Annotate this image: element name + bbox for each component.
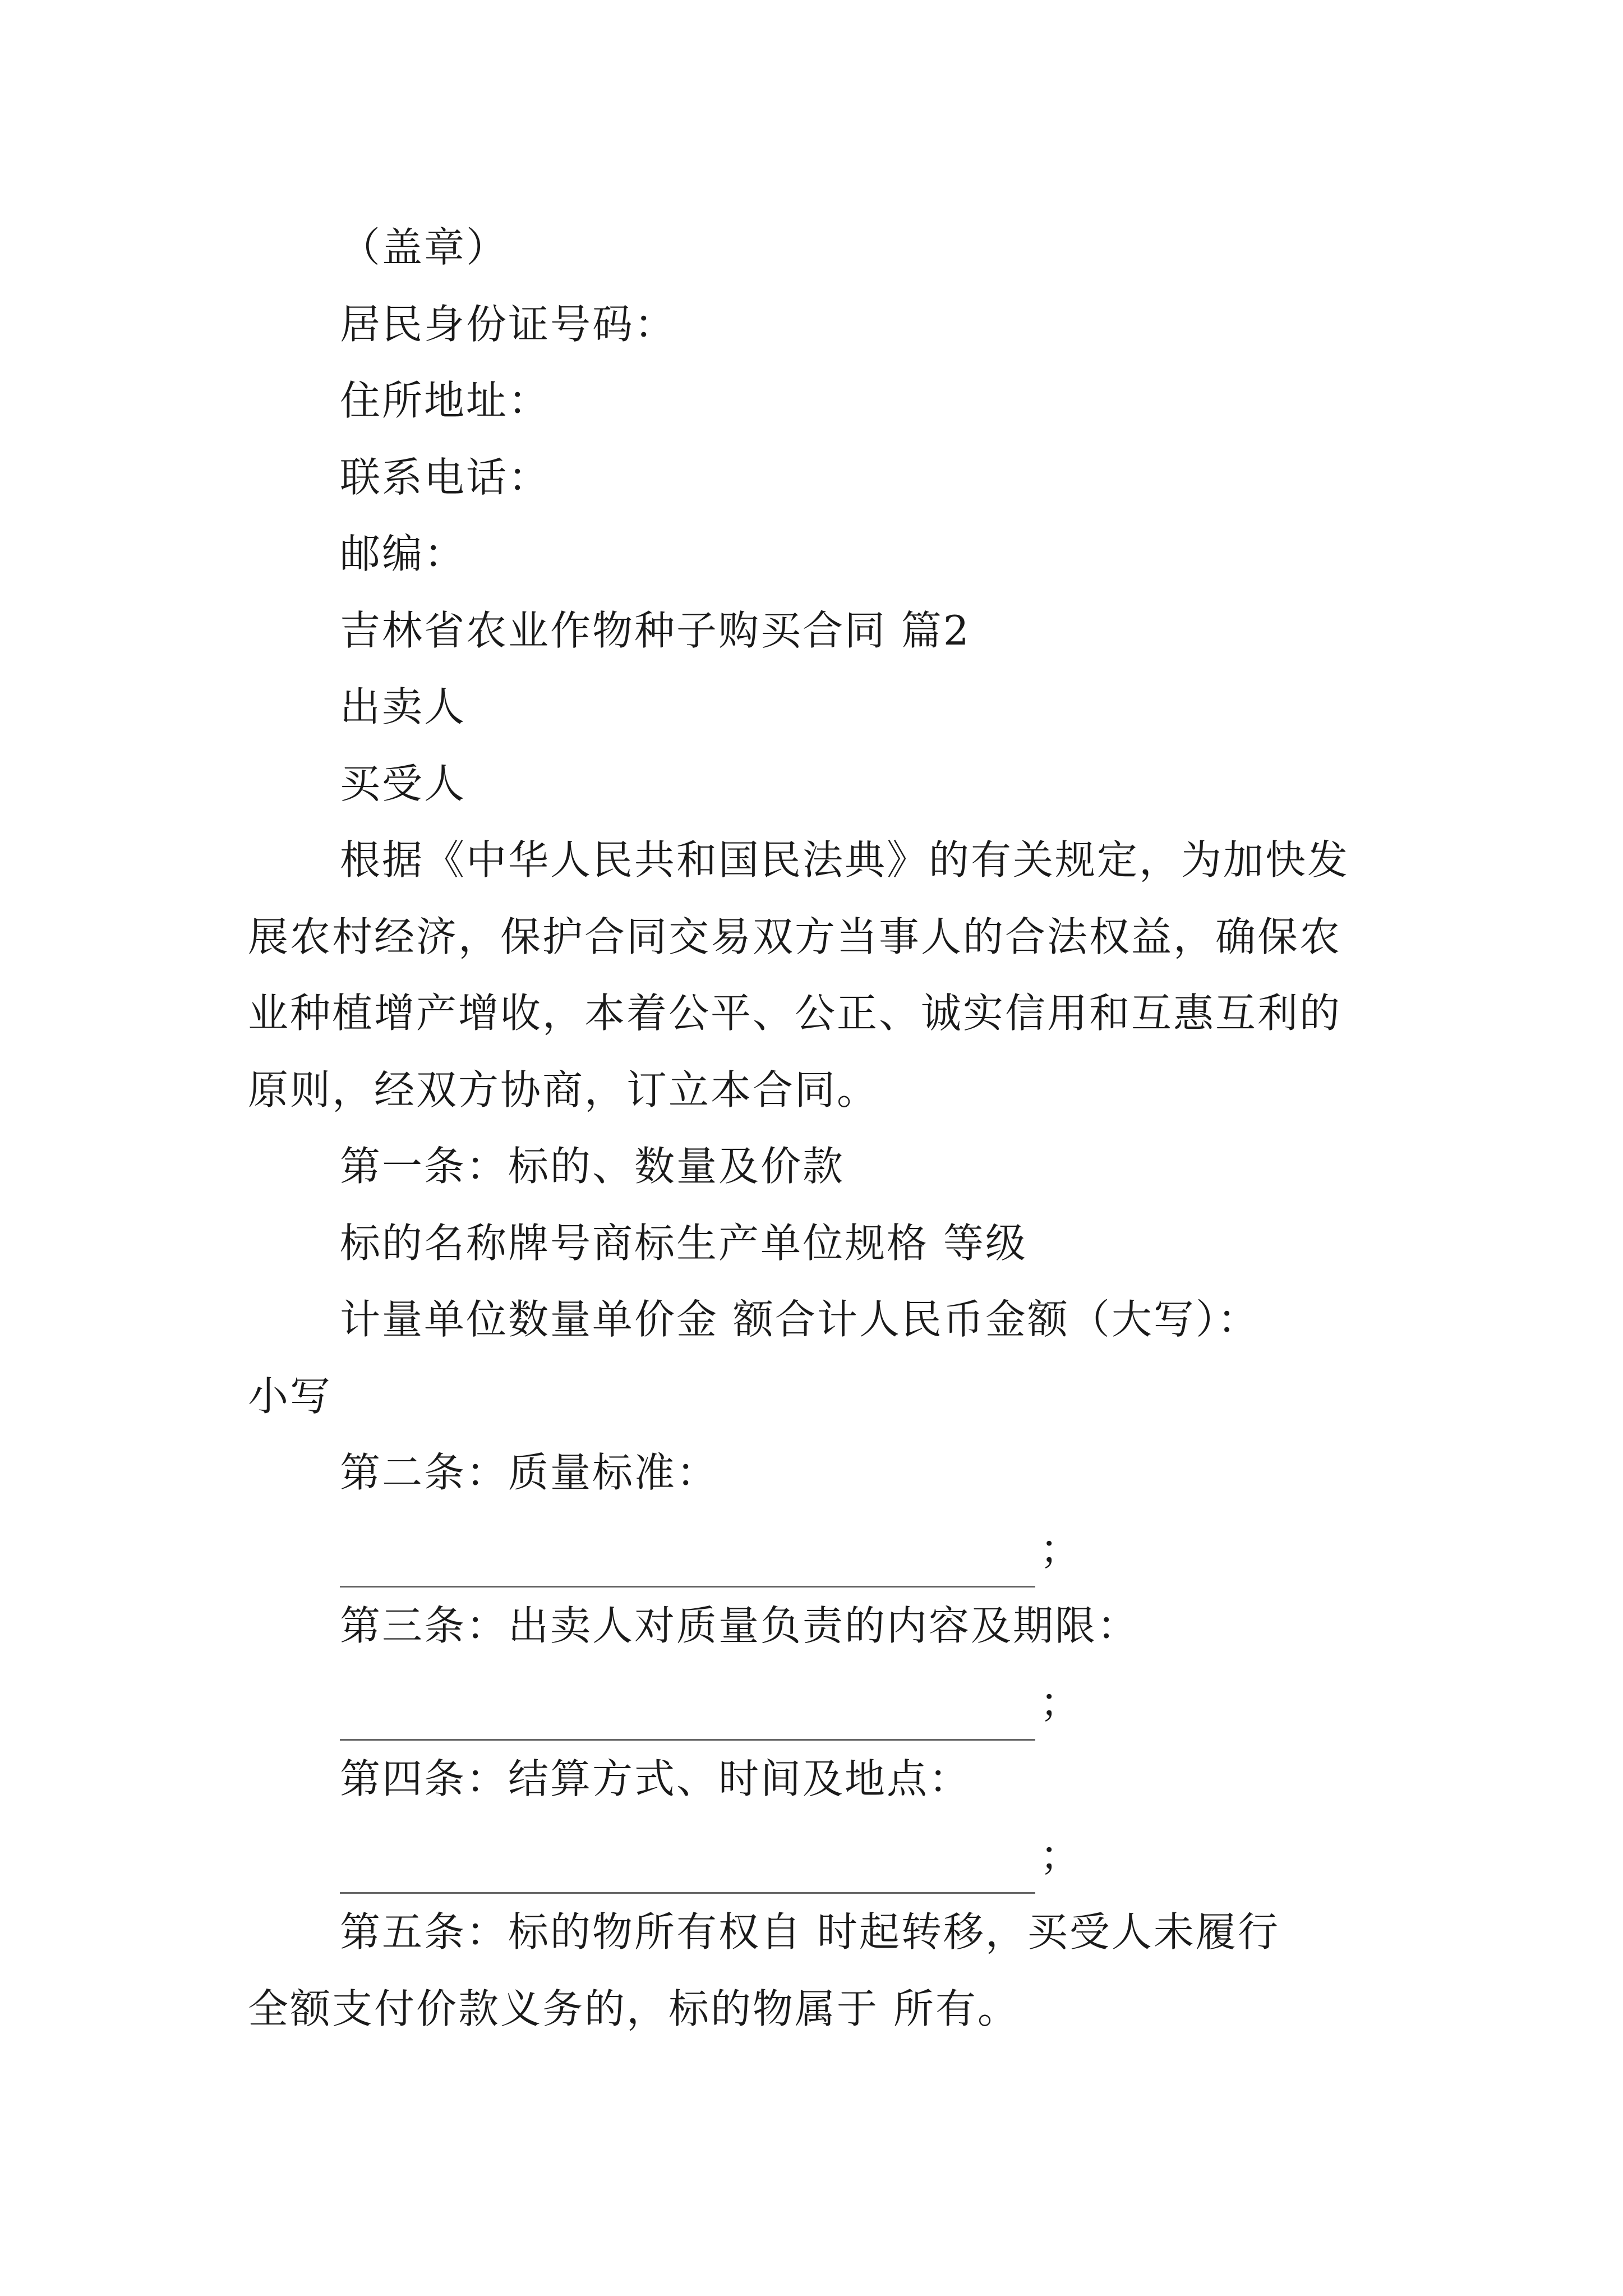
article-5-line-1: 第五条：标的物所有权自 时起转移，买受人未履行 bbox=[340, 1908, 1280, 1955]
line-end-punctuation: ； bbox=[1040, 1832, 1082, 1879]
line-end-punctuation: ； bbox=[1040, 1525, 1082, 1573]
fill-in-line bbox=[340, 1845, 1035, 1894]
article-1-heading: 第一条：标的、数量及价款 bbox=[340, 1143, 845, 1190]
article-5-line-2: 全额支付价款义务的，标的物属于 所有。 bbox=[248, 1985, 1020, 2032]
article-3-heading: 第三条：出卖人对质量负责的内容及期限： bbox=[340, 1602, 1140, 1649]
article-4-heading: 第四条：结算方式、时间及地点： bbox=[340, 1755, 971, 1802]
article-1-columns-2: 计量单位数量单价金 额合计人民币金额（大写）： bbox=[340, 1296, 1260, 1343]
postcode-field: 邮编： bbox=[340, 530, 467, 577]
preamble-line-3: 业种植增产增收，本着公平、公正、诚实信用和互惠互利的 bbox=[248, 990, 1342, 1037]
preamble-line-1: 根据《中华人民共和国民法典》的有关规定，为加快发 bbox=[340, 836, 1350, 884]
article-2-heading: 第二条：质量标准： bbox=[340, 1449, 719, 1496]
article-1-lowercase-label: 小写 bbox=[248, 1372, 333, 1420]
contract-title: 吉林省农业作物种子购买合同 篇2 bbox=[340, 606, 971, 654]
preamble-line-4: 原则，经双方协商，订立本合同。 bbox=[248, 1066, 879, 1114]
preamble-line-2: 展农村经济，保护合同交易双方当事人的合法权益，确保农 bbox=[248, 913, 1342, 960]
fill-in-line bbox=[340, 1692, 1035, 1741]
address-field: 住所地址： bbox=[340, 377, 551, 424]
contract-text bbox=[248, 209, 1375, 2047]
phone-field: 联系电话： bbox=[340, 453, 551, 501]
seller-label: 出卖人 bbox=[340, 683, 467, 730]
id-number-field: 居民身份证号码： bbox=[340, 300, 677, 348]
line-end-punctuation: ； bbox=[1040, 1678, 1082, 1726]
article-2-blank bbox=[248, 1511, 1375, 1588]
seal-line: （盖章） bbox=[340, 224, 509, 271]
article-1-columns-1: 标的名称牌号商标生产单位规格 等级 bbox=[340, 1219, 1027, 1267]
fill-in-line bbox=[340, 1539, 1035, 1588]
buyer-label: 买受人 bbox=[340, 760, 467, 807]
article-3-blank bbox=[248, 1664, 1375, 1741]
article-4-blank bbox=[248, 1818, 1375, 1894]
